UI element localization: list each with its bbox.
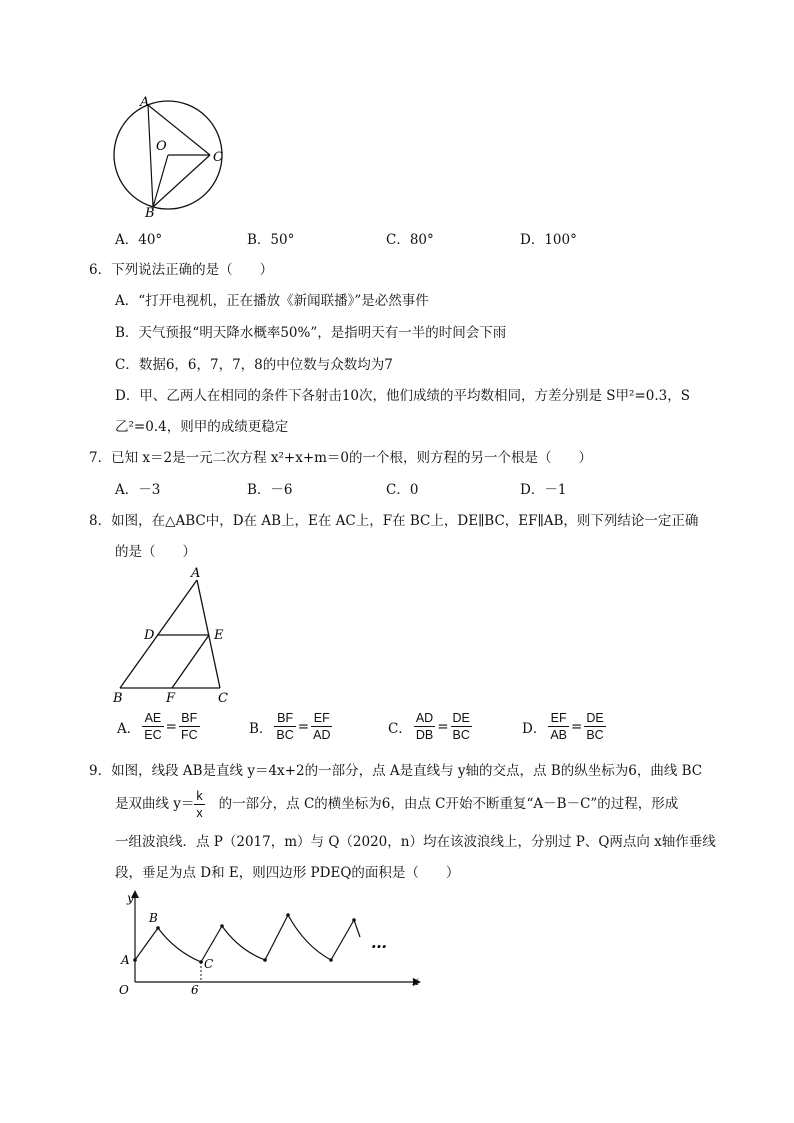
label-a: A bbox=[121, 953, 130, 967]
q6-stem: 6．下列说法正确的是（ ） bbox=[89, 262, 274, 278]
fraction: $\frac{BF}{FC}$ bbox=[180, 711, 198, 742]
q8-option-d: D． $\frac{EF}{AB}$ = $\frac{DE}{BC}$ bbox=[522, 711, 604, 742]
q9-line3: 一组波浪线．点 P（2017，m）与 Q（2020，n）均在该波浪线上，分别过 P、Q两点向 x轴作垂线 bbox=[115, 834, 716, 850]
fraction: $\frac{AD}{DB}$ bbox=[415, 711, 434, 742]
q7-option-c: C．0 bbox=[386, 482, 419, 498]
q8-stem-line2: 的是（ ） bbox=[115, 544, 196, 560]
q8-option-c: C． $\frac{AD}{DB}$ = $\frac{DE}{BC}$ bbox=[388, 711, 470, 742]
label-c: C bbox=[218, 691, 228, 705]
fraction: $\frac{DE}{BC}$ bbox=[586, 711, 604, 742]
label-six: 6 bbox=[191, 983, 199, 997]
fraction: $\frac{EF}{AD}$ bbox=[313, 711, 331, 742]
label-e: E bbox=[214, 628, 224, 643]
label-o: O bbox=[119, 983, 129, 997]
q9-line4: 段，垂足为点 D和 E，则四边形 PDEQ的面积是（ ） bbox=[115, 865, 460, 881]
option-letter: C． bbox=[388, 720, 412, 737]
label-a: A bbox=[191, 566, 201, 581]
label-c: C bbox=[204, 957, 214, 971]
q5-option-d: D．100° bbox=[520, 232, 577, 248]
label-b: B bbox=[149, 911, 158, 925]
q8-option-b: B． $\frac{BF}{BC}$ = $\frac{EF}{AD}$ bbox=[249, 711, 331, 742]
option-letter: A． bbox=[117, 720, 141, 737]
q6-option-d-line2: 乙²=0.4，则甲的成绩更稳定 bbox=[115, 419, 289, 435]
label-d: D bbox=[144, 628, 155, 643]
q6-option-d-line1: D．甲、乙两人在相同的条件下各射击10次，他们成绩的平均数相同，方差分别是 S甲²=0.3，S bbox=[115, 388, 690, 404]
q7-option-d: D．－1 bbox=[520, 482, 567, 498]
q7-option-a: A．－3 bbox=[115, 482, 161, 498]
option-letter: D． bbox=[522, 720, 547, 737]
label-a: A bbox=[140, 95, 150, 110]
label-x: x bbox=[412, 974, 419, 988]
q7-stem: 7．已知 x＝2是一元二次方程 x²+x+m＝0的一个根，则方程的另一个根是（ ） bbox=[89, 450, 593, 466]
label-c: C bbox=[213, 150, 223, 165]
label-b: B bbox=[145, 206, 155, 221]
q6-option-a: A．“打开电视机，正在播放《新闻联播》”是必然事件 bbox=[115, 293, 429, 309]
wave-figure bbox=[113, 886, 428, 1004]
continuation-dots: … bbox=[371, 933, 387, 952]
q6-option-b: B．天气预报“明天降水概率50%”，是指明天有一半的时间会下雨 bbox=[115, 325, 507, 341]
label-y: y bbox=[127, 891, 134, 905]
q8-option-a: A． $\frac{AE}{EC}$ = $\frac{BF}{FC}$ bbox=[117, 711, 198, 742]
label-b: B bbox=[113, 691, 123, 705]
q6-option-c: C．数据6，6，7，7，8的中位数与众数均为7 bbox=[115, 357, 393, 373]
fraction: $\frac{BF}{BC}$ bbox=[276, 711, 294, 742]
q9-line1: 9．如图，线段 AB是直线 y＝4x+2的一部分，点 A是直线与 y轴的交点，点 B的纵坐标为6，曲线 BC bbox=[89, 763, 703, 779]
fraction: $\frac{k}{x}$ bbox=[196, 789, 203, 820]
label-o: O bbox=[156, 139, 167, 154]
fraction: $\frac{DE}{BC}$ bbox=[452, 711, 470, 742]
fraction: $\frac{EF}{AB}$ bbox=[550, 711, 568, 742]
triangle-figure bbox=[110, 563, 240, 705]
q7-option-b: B．－6 bbox=[247, 482, 293, 498]
q9-line2: 是双曲线 y＝ $\frac{k}{x}$ 的一部分，点 C的横坐标为6，由点 C开始不断重复“A－B－C”的过程，形成 bbox=[115, 789, 679, 820]
q5-option-b: B．50° bbox=[247, 232, 295, 248]
circle-figure bbox=[105, 92, 235, 222]
option-letter: B． bbox=[249, 720, 273, 737]
fraction: $\frac{AE}{EC}$ bbox=[144, 711, 162, 742]
q8-stem-line1: 8．如图，在△ABC中，D在 AB上，E在 AC上，F在 BC上，DE∥BC，EF∥AB，则下列结论一定正确 bbox=[89, 513, 699, 529]
q5-option-c: C．80° bbox=[386, 232, 434, 248]
label-f: F bbox=[166, 691, 176, 705]
q5-option-a: A．40° bbox=[115, 232, 163, 248]
